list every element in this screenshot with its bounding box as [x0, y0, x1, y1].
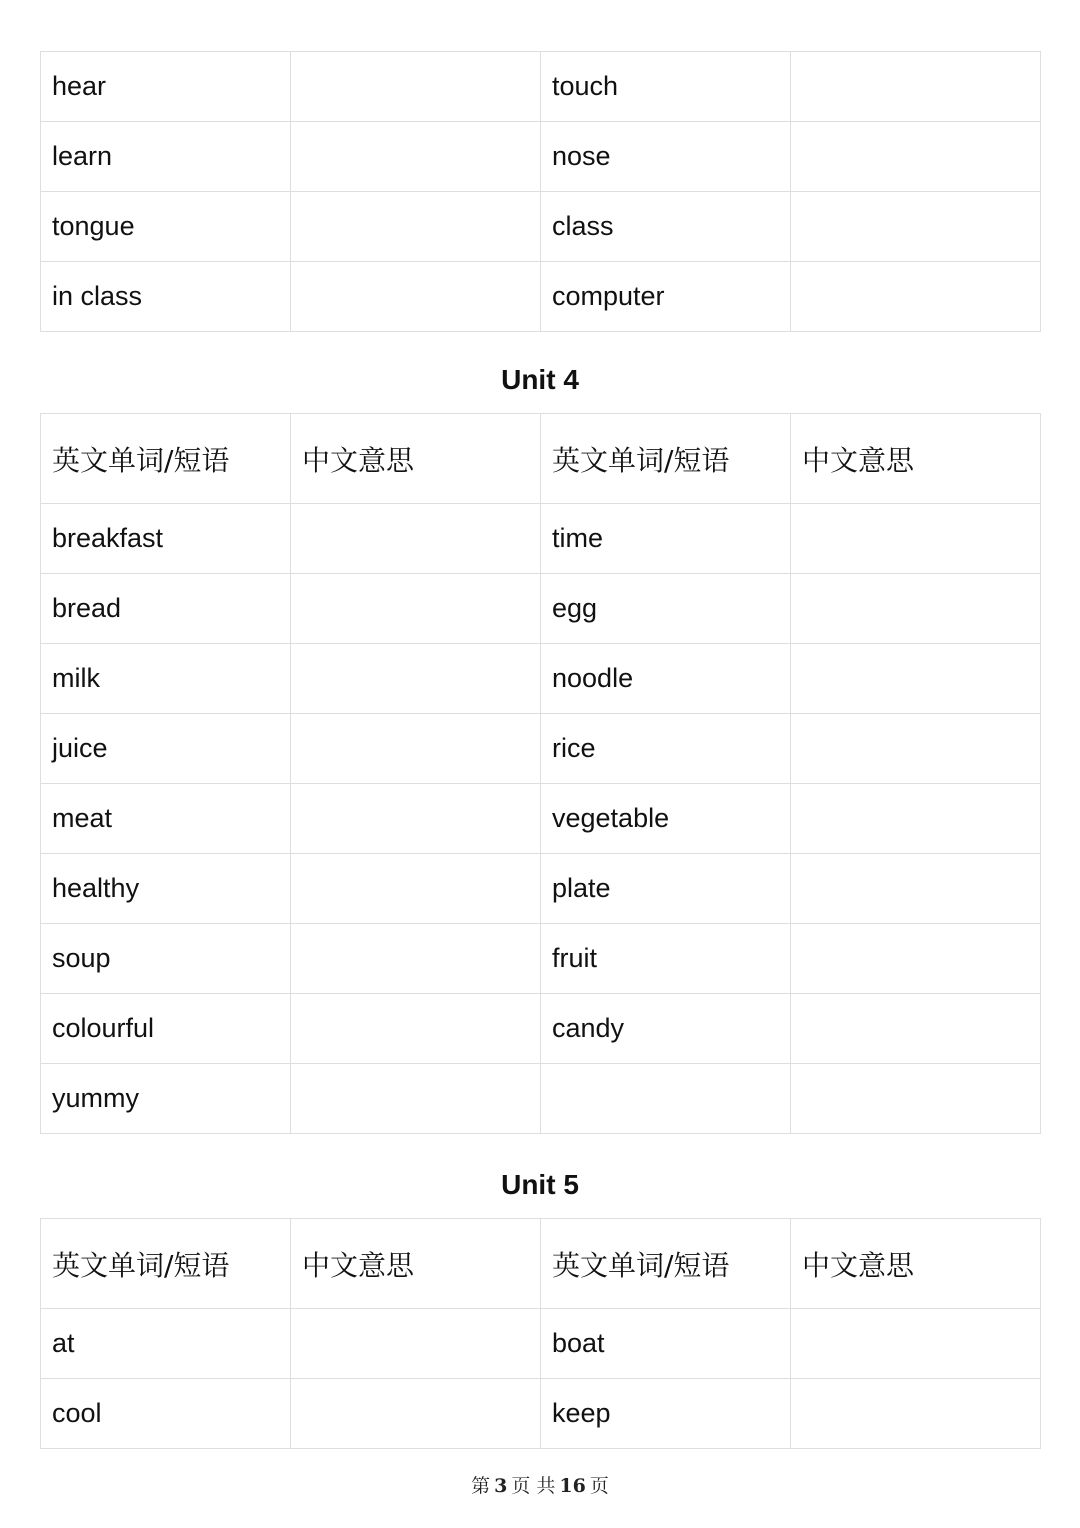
total-page-count: 16	[559, 1475, 586, 1497]
chinese-meaning-cell[interactable]	[791, 52, 1041, 122]
chinese-meaning-cell[interactable]	[791, 924, 1041, 994]
english-word-cell: vegetable	[541, 784, 791, 854]
chinese-meaning-cell[interactable]	[291, 52, 541, 122]
chinese-meaning-cell[interactable]	[791, 994, 1041, 1064]
english-word-cell: cool	[41, 1379, 291, 1449]
english-word-cell: fruit	[541, 924, 791, 994]
table-row	[41, 574, 1041, 644]
english-word-cell: keep	[541, 1379, 791, 1449]
table-row	[41, 644, 1041, 714]
chinese-meaning-cell[interactable]	[791, 1379, 1041, 1449]
header-english-word: 英文单词/短语	[541, 414, 791, 504]
english-word-cell: breakfast	[41, 504, 291, 574]
english-word-cell: noodle	[541, 644, 791, 714]
unit5-heading: Unit 5	[501, 1169, 579, 1200]
header-chinese-meaning: 中文意思	[791, 1219, 1041, 1309]
chinese-meaning-cell[interactable]	[791, 504, 1041, 574]
english-word-cell: juice	[41, 714, 291, 784]
footer-prefix: 第	[471, 1475, 491, 1497]
english-word-cell: milk	[41, 644, 291, 714]
english-word-cell: boat	[541, 1309, 791, 1379]
chinese-meaning-cell[interactable]	[791, 1064, 1041, 1134]
chinese-meaning-cell[interactable]	[791, 192, 1041, 262]
table-row	[41, 1064, 1041, 1134]
chinese-meaning-cell[interactable]	[291, 644, 541, 714]
english-word-cell: hear	[41, 52, 291, 122]
chinese-meaning-cell[interactable]	[291, 924, 541, 994]
english-word-cell: plate	[541, 854, 791, 924]
chinese-meaning-cell[interactable]	[791, 1309, 1041, 1379]
chinese-meaning-cell[interactable]	[791, 262, 1041, 332]
english-word-cell: tongue	[41, 192, 291, 262]
english-word-cell: learn	[41, 122, 291, 192]
page-footer	[0, 1472, 1080, 1500]
header-chinese-meaning: 中文意思	[791, 414, 1041, 504]
english-word-cell: in class	[41, 262, 291, 332]
vocab-table-unit5	[40, 1218, 1041, 1449]
header-chinese-meaning: 中文意思	[291, 414, 541, 504]
chinese-meaning-cell[interactable]	[791, 574, 1041, 644]
table-row	[41, 122, 1041, 192]
english-word-cell: egg	[541, 574, 791, 644]
chinese-meaning-cell[interactable]	[291, 854, 541, 924]
english-word-cell: healthy	[41, 854, 291, 924]
chinese-meaning-cell[interactable]	[291, 1379, 541, 1449]
unit4-heading: Unit 4	[501, 364, 579, 395]
footer-middle: 页 共	[511, 1475, 556, 1497]
table-row	[41, 994, 1041, 1064]
chinese-meaning-cell[interactable]	[791, 122, 1041, 192]
footer-suffix: 页	[589, 1475, 609, 1497]
chinese-meaning-cell[interactable]	[291, 714, 541, 784]
english-word-cell: computer	[541, 262, 791, 332]
vocab-table-unit4	[40, 413, 1041, 1134]
header-english-word: 英文单词/短语	[541, 1219, 791, 1309]
table-row	[41, 192, 1041, 262]
table-row	[41, 504, 1041, 574]
header-english-word: 英文单词/短语	[41, 1219, 291, 1309]
chinese-meaning-cell[interactable]	[291, 262, 541, 332]
chinese-meaning-cell[interactable]	[791, 644, 1041, 714]
chinese-meaning-cell[interactable]	[791, 854, 1041, 924]
chinese-meaning-cell[interactable]	[791, 714, 1041, 784]
english-word-cell: colourful	[41, 994, 291, 1064]
table-row	[41, 262, 1041, 332]
current-page-number: 3	[494, 1475, 508, 1497]
chinese-meaning-cell[interactable]	[291, 504, 541, 574]
chinese-meaning-cell[interactable]	[291, 122, 541, 192]
english-word-cell: touch	[541, 52, 791, 122]
english-word-cell: time	[541, 504, 791, 574]
header-english-word: 英文单词/短语	[41, 414, 291, 504]
chinese-meaning-cell[interactable]	[291, 1064, 541, 1134]
english-word-cell: soup	[41, 924, 291, 994]
english-word-cell: at	[41, 1309, 291, 1379]
chinese-meaning-cell[interactable]	[291, 1309, 541, 1379]
table-row	[41, 854, 1041, 924]
table-row	[41, 1379, 1041, 1449]
chinese-meaning-cell[interactable]	[791, 784, 1041, 854]
english-word-cell	[541, 1064, 791, 1134]
chinese-meaning-cell[interactable]	[291, 574, 541, 644]
table-row	[41, 1309, 1041, 1379]
table-header-row	[41, 1219, 1041, 1309]
chinese-meaning-cell[interactable]	[291, 784, 541, 854]
english-word-cell: bread	[41, 574, 291, 644]
header-chinese-meaning: 中文意思	[291, 1219, 541, 1309]
table-row	[41, 924, 1041, 994]
chinese-meaning-cell[interactable]	[291, 192, 541, 262]
chinese-meaning-cell[interactable]	[291, 994, 541, 1064]
table-header-row	[41, 414, 1041, 504]
english-word-cell: class	[541, 192, 791, 262]
table-row	[41, 784, 1041, 854]
table-row	[41, 714, 1041, 784]
english-word-cell: nose	[541, 122, 791, 192]
english-word-cell: yummy	[41, 1064, 291, 1134]
table-row	[41, 52, 1041, 122]
vocab-table-unit3-continued	[40, 51, 1041, 332]
english-word-cell: candy	[541, 994, 791, 1064]
english-word-cell: rice	[541, 714, 791, 784]
english-word-cell: meat	[41, 784, 291, 854]
